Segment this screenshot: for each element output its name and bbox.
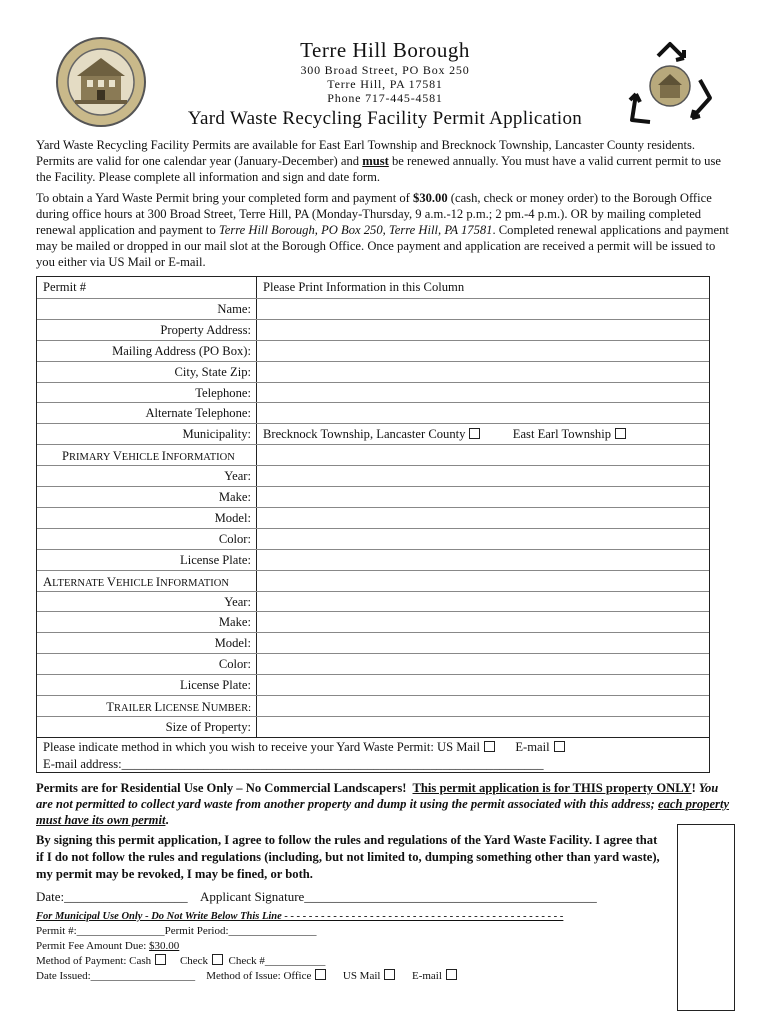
phone-line: Phone 717-445-4581 xyxy=(327,91,443,105)
intro-p1-text: Yard Waste Recycling Facility Permits are available for East Earl Township and Brecknock Township, Lancaster County residents. Permits are valid for one calendar year (January-December) and xyxy=(36,138,696,168)
email-address-label: E-mail address:___________________________________________________________________ xyxy=(43,757,544,771)
date-field[interactable]: Date:___________________ xyxy=(36,889,188,904)
issue-email-checkbox[interactable] xyxy=(446,969,457,980)
residential-notice xyxy=(36,780,736,828)
must-emphasis: must xyxy=(362,154,389,168)
municipality-label: Municipality: xyxy=(182,427,251,442)
date-issued-field[interactable]: Date Issued:___________________ xyxy=(36,970,196,982)
brecknock-option-label: Brecknock Township, Lancaster County xyxy=(263,427,466,442)
alternate-vehicle-heading: ALTERNATE VEHICLE INFORMATION xyxy=(43,574,229,589)
issue-email-label: E-mail xyxy=(411,970,442,982)
alt-color-row[interactable] xyxy=(37,653,709,674)
property-address-label: Property Address: xyxy=(160,322,251,337)
address-line-1: 300 Broad Street, PO Box 250 xyxy=(300,63,470,77)
org-name: Terre Hill Borough xyxy=(300,38,470,62)
primary-make-row[interactable] xyxy=(37,486,709,507)
municipal-use-header: For Municipal Use Only - Do Not Write Below This Line - - - - - - - - - - - - - - - - - - - - - - - - - - - - - - - - - - - - - - - - - - - - - - xyxy=(36,911,564,922)
issue-us-mail-label: US Mail xyxy=(342,970,381,982)
primary-year-row[interactable] xyxy=(37,465,709,486)
primary-color-label: Color: xyxy=(218,531,251,546)
brecknock-checkbox[interactable] xyxy=(469,428,480,439)
form-row-city-state-zip[interactable] xyxy=(37,361,709,382)
mailing-address-label: Mailing Address (PO Box): xyxy=(112,343,251,358)
east-earl-option-label: East Earl Township xyxy=(512,427,611,442)
office-checkbox[interactable] xyxy=(315,969,326,980)
us-mail-checkbox[interactable] xyxy=(484,741,495,752)
intro-p2-text: To obtain a Yard Waste Permit bring your completed form and payment of xyxy=(36,191,414,205)
form-row-telephone[interactable] xyxy=(37,382,709,403)
alt-year-label: Year: xyxy=(224,594,251,609)
receive-method-label: Please indicate method in which you wish to receive your Yard Waste Permit: US Mail xyxy=(43,739,481,754)
primary-make-label: Make: xyxy=(218,490,251,504)
method-of-issue-label: Method of Issue: Office xyxy=(206,970,312,982)
mailing-address-italic: Terre Hill Borough, PO Box 250, Terre Hill, PA 17581 xyxy=(218,223,493,237)
permit-number-field[interactable]: Permit #:________________Permit Period:________________ xyxy=(36,925,317,937)
alternate-vehicle-section xyxy=(37,570,709,591)
check-checkbox[interactable] xyxy=(212,954,223,965)
notice-exclamation: ! xyxy=(691,781,696,795)
alt-color-label: Color: xyxy=(218,657,251,672)
not-permitted-text: You are not permitted to collect yard waste from another property and dump it using the permit associated with this address; xyxy=(36,781,719,811)
alt-plate-row[interactable] xyxy=(37,674,709,695)
alt-model-row[interactable] xyxy=(37,632,709,653)
primary-year-label: Year: xyxy=(224,469,251,484)
primary-model-row[interactable] xyxy=(37,507,709,528)
receive-method-text xyxy=(43,740,565,755)
east-earl-checkbox[interactable] xyxy=(615,428,626,439)
fee-due-value: $30.00 xyxy=(149,940,180,952)
notice-period: . xyxy=(165,813,169,827)
applicant-signature-field[interactable]: Applicant Signature_____________________________________________ xyxy=(199,889,597,904)
form-row-municipality xyxy=(37,423,709,444)
fee-due-row xyxy=(36,940,179,952)
fee-due-label: Permit Fee Amount Due: xyxy=(36,940,147,952)
check-number-field[interactable]: Check #___________ xyxy=(228,955,326,967)
intro-p1-text-2: be renewed annually. You must have a valid current permit to use the Facility. Please complete all information and sign and date form. xyxy=(36,154,721,184)
column-header: Please Print Information in this Column xyxy=(263,280,465,294)
trailer-row[interactable] xyxy=(37,695,709,716)
primary-plate-row[interactable] xyxy=(37,549,709,570)
alt-make-row[interactable] xyxy=(37,611,709,632)
alt-make-label: Make: xyxy=(218,615,251,630)
issue-us-mail-checkbox[interactable] xyxy=(384,969,395,980)
application-form-table xyxy=(36,276,710,773)
size-property-label: Size of Property: xyxy=(165,719,251,734)
intro-p2-text-3: . Completed renewal applications and payment may be mailed or dropped in our mail slot at the Borough Office. Once payment and application are received a permit will be issued to you either via US Mail or E-mail. xyxy=(36,223,729,269)
form-row-header xyxy=(37,277,709,297)
alt-year-row[interactable] xyxy=(37,591,709,612)
primary-color-row[interactable] xyxy=(37,528,709,549)
agreement-text: By signing this permit application, I agree to follow the rules and regulations of the Yard Waste Facility. I agree that if I do not follow the rules and regulations (including, but not limited to, dumping something other than yard waste), my permit may be revoked, I may be fined, or both. xyxy=(36,833,660,881)
primary-vehicle-heading: PRIMARY VEHICLE INFORMATION xyxy=(62,449,235,464)
permit-fee: $30.00 xyxy=(413,191,448,205)
alt-model-label: Model: xyxy=(214,636,251,651)
staff-box xyxy=(677,824,735,1011)
issue-row xyxy=(36,969,457,982)
primary-model-label: Model: xyxy=(214,510,251,525)
receive-email-label: E-mail xyxy=(515,739,550,754)
intro-paragraph-2 xyxy=(36,190,736,270)
email-address-row[interactable] xyxy=(37,755,709,775)
residential-only-text: Permits are for Residential Use Only – No Commercial Landscapers! xyxy=(36,781,407,795)
address-line-2: Terre Hill, PA 17581 xyxy=(327,77,443,91)
alt-plate-label: License Plate: xyxy=(180,678,251,693)
intro-paragraph-1 xyxy=(36,137,736,185)
this-property-only-text: This permit application is for THIS property ONLY xyxy=(412,781,692,795)
email-checkbox[interactable] xyxy=(554,741,565,752)
city-state-zip-label: City, State Zip: xyxy=(174,364,251,379)
primary-vehicle-section xyxy=(37,444,709,465)
form-row-property-address[interactable] xyxy=(37,319,709,340)
signature-line xyxy=(36,889,597,905)
trailer-label: TRAILER LICENSE NUMBER: xyxy=(106,700,251,714)
intro-p2-text-2: (cash, check or money order) to the Borough Office during office hours at 300 Broad Street, Terre Hill, PA (Monday-Thursday, 9 a.m.-12 p.m.; 2 pm.-4 p.m.). OR by mailing completed renewal application and payment to xyxy=(36,191,712,237)
primary-plate-label: License Plate: xyxy=(180,552,251,567)
form-row-name[interactable] xyxy=(37,298,709,319)
form-row-mailing-address[interactable] xyxy=(37,340,709,361)
permit-number-label: Permit # xyxy=(43,280,87,294)
municipality-options xyxy=(263,427,626,442)
name-label: Name: xyxy=(217,301,251,316)
form-row-alt-telephone[interactable] xyxy=(37,402,709,423)
check-label: Check xyxy=(179,955,209,967)
telephone-label: Telephone: xyxy=(195,385,251,400)
document-title: Yard Waste Recycling Facility Permit Application xyxy=(187,108,583,129)
each-property-text: each property must have its own permit xyxy=(36,797,730,827)
payment-method-label: Method of Payment: Cash xyxy=(36,955,152,967)
cash-checkbox[interactable] xyxy=(155,954,166,965)
payment-method-row xyxy=(36,954,325,967)
alt-telephone-label: Alternate Telephone: xyxy=(145,406,251,421)
size-property-row[interactable] xyxy=(37,716,709,737)
